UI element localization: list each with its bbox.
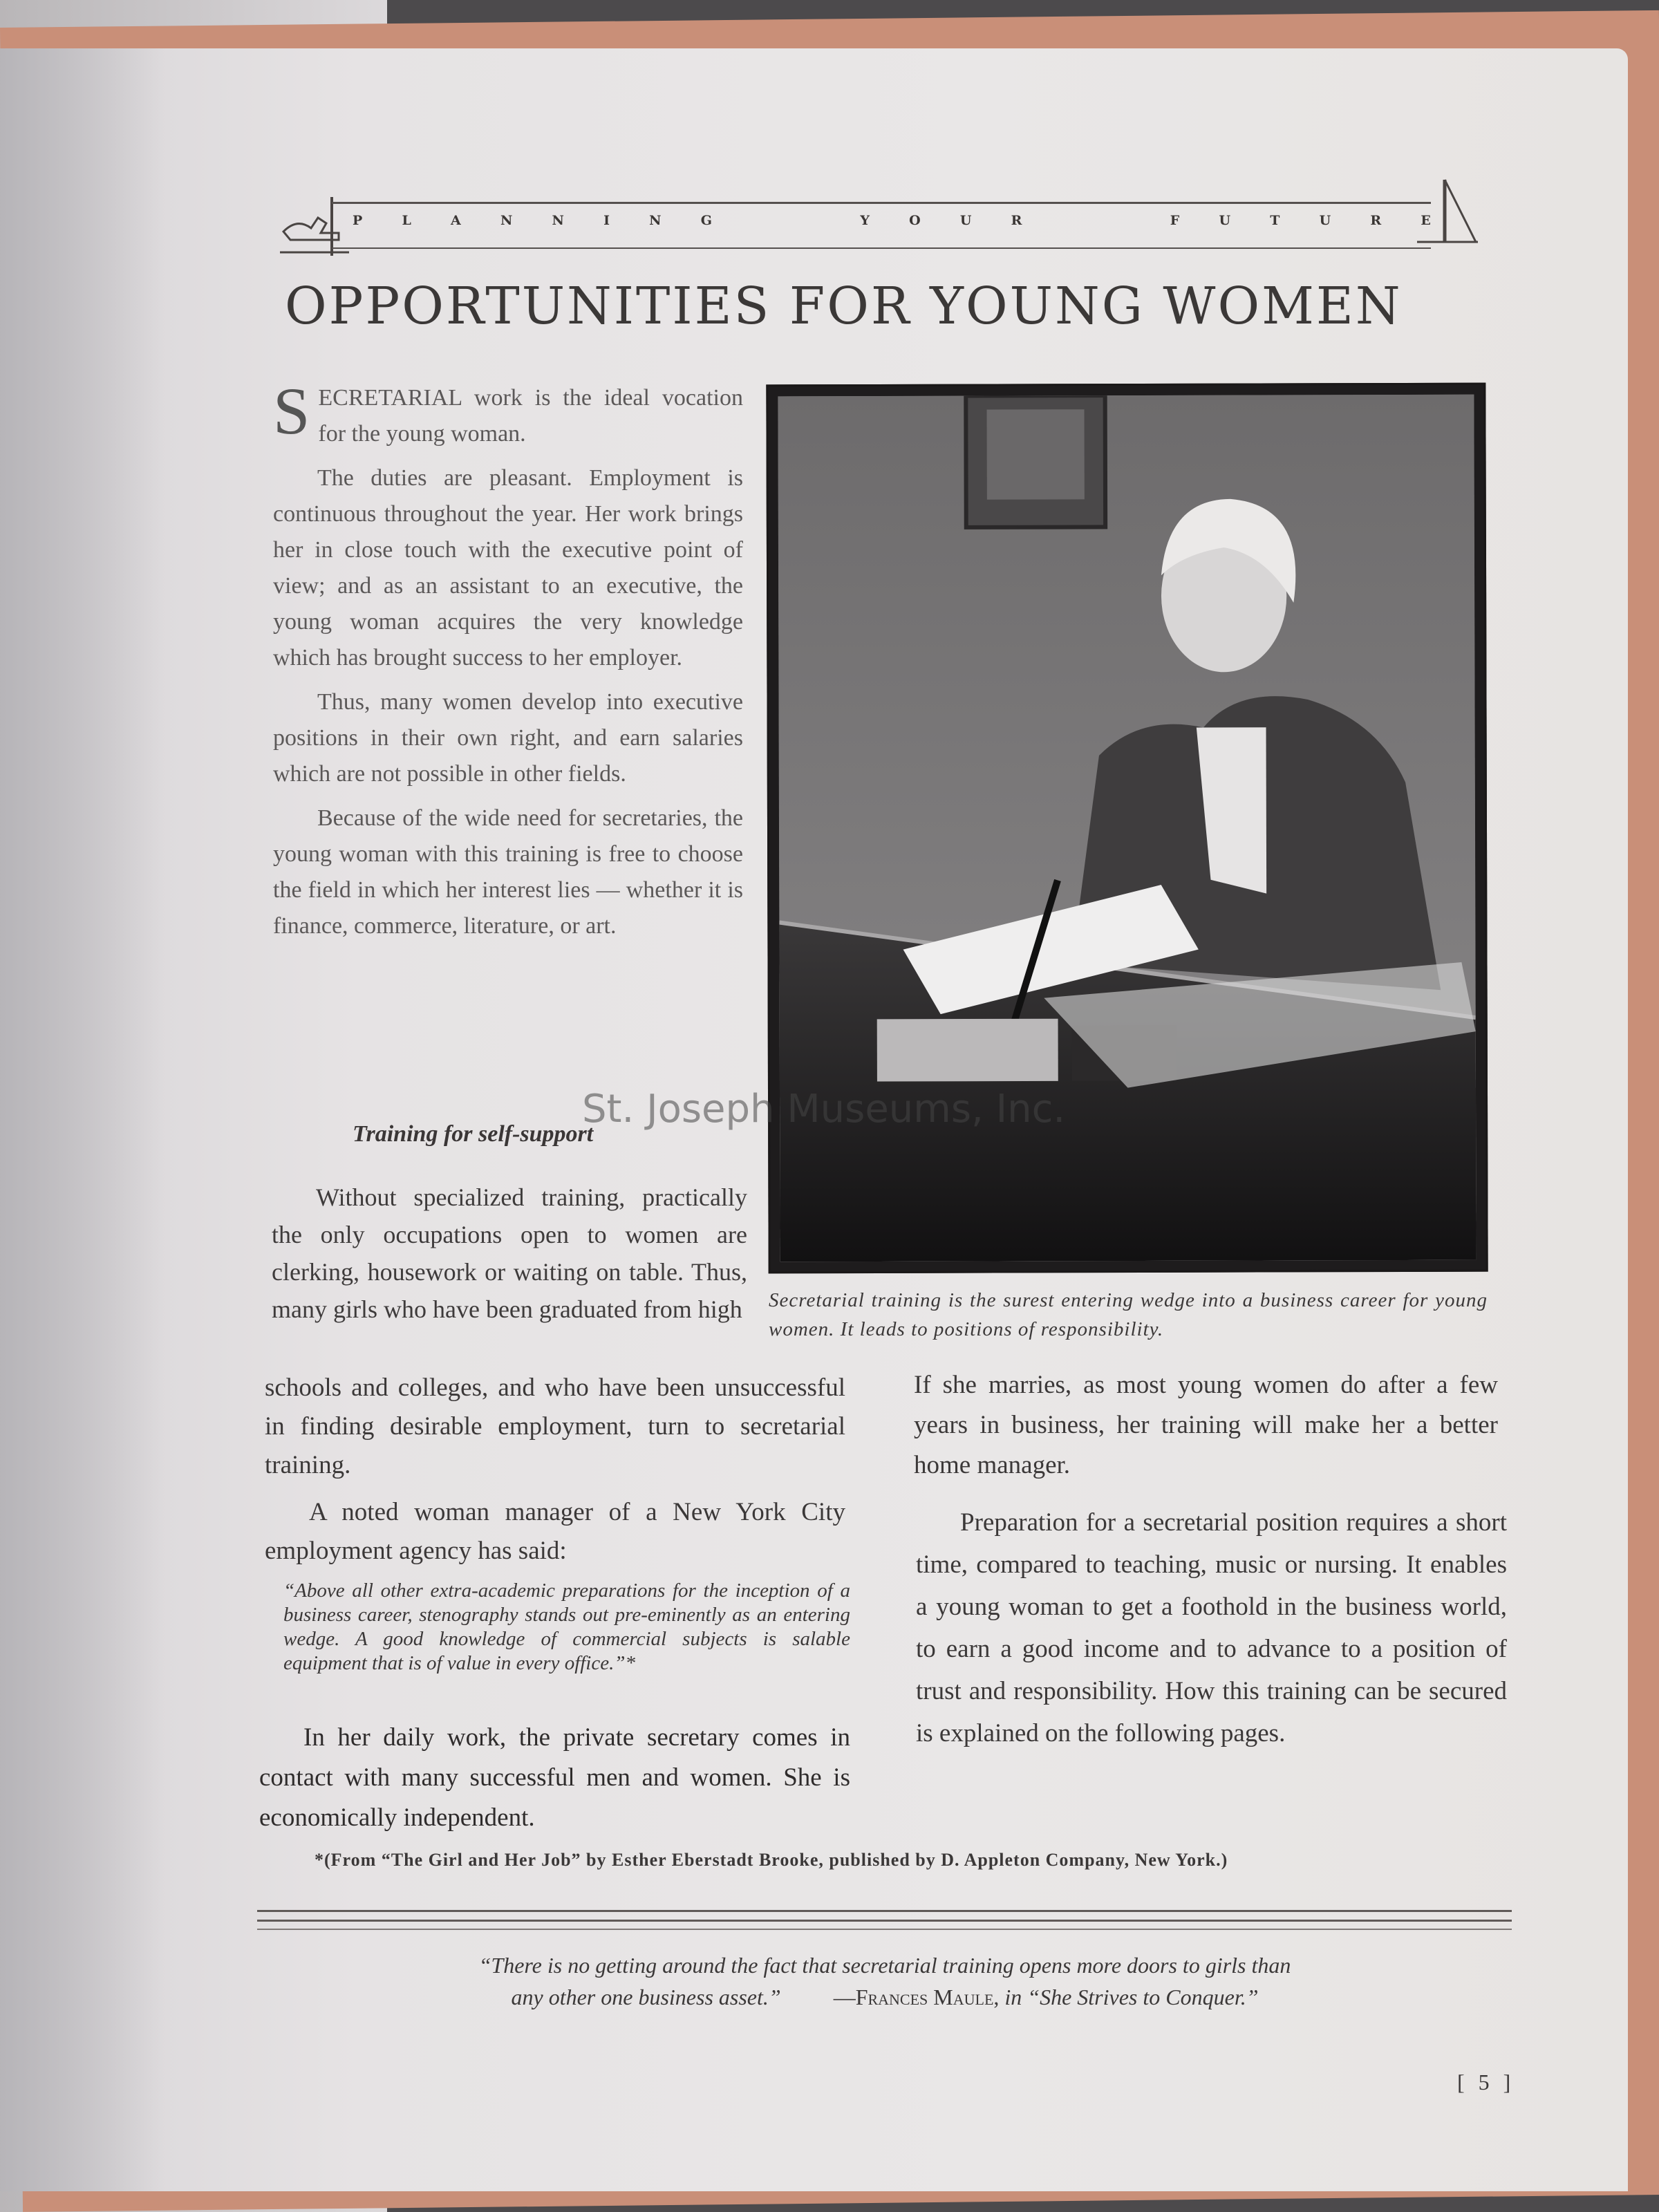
preparation-paragraph	[916, 1501, 1507, 1754]
ribbon-letter: N	[552, 213, 564, 228]
intro-paragraph: Because of the wide need for secretaries, the young woman with this training is free to choose the field in which her interest lies — whether it is finance, commerce, literature, or art.	[273, 805, 743, 939]
ribbon-letter: L	[402, 213, 411, 228]
ribbon-letter: T	[1270, 213, 1280, 228]
page-title: OPPORTUNITIES FOR YOUNG WOMEN	[285, 276, 1403, 336]
ribbon-word-gap	[751, 213, 821, 228]
block-quotation: “Above all other extra-academic preparations for the inception of a business career, stenography stands out pre-eminently as an entering wedge. A good knowledge of commercial subjects is salable equipment that is of value in every office.”*	[283, 1580, 850, 1674]
ribbon-top-rule	[332, 202, 1431, 204]
page-gutter-shadow	[0, 48, 166, 2191]
ribbon-letter: N	[649, 213, 662, 228]
divider-rule	[257, 1920, 1512, 1922]
ribbon-letter: F	[1170, 213, 1180, 228]
ribbon-letter: N	[500, 213, 513, 228]
photo-caption: Secretarial training is the surest entering wedge into a business career for young women. It leads to positions of responsibility.	[769, 1289, 1488, 1340]
pull-quote	[346, 1949, 1424, 2013]
quote-attribution-source: in “She Strives to Conquer.”	[999, 1985, 1259, 2009]
ribbon-letter: U	[1319, 213, 1331, 228]
ribbon-letter: G	[700, 213, 712, 228]
divider-rule	[257, 1929, 1512, 1930]
ribbon-letter: I	[603, 213, 610, 228]
intro-column	[273, 374, 743, 944]
preparation-text: Preparation for a secretarial position requires a short time, compared to teaching, music or nursing. It enables a young woman to get a foothold in the business world, to earn a good income and to advance to a position of trust and responsibility. How this training can be secured is explained on the following pages.	[916, 1508, 1507, 1747]
quote-attribution-name: —Frances Maule,	[833, 1985, 1000, 2009]
ribbon-letter: E	[1421, 213, 1431, 228]
ribbon-word-gap	[1062, 213, 1131, 228]
pull-quote-line: “There is no getting around the fact that secretarial training opens more doors to girls than	[478, 1953, 1291, 1978]
intro-paragraph: The duties are pleasant. Employment is continuous throughout the year. Her work brings her in close touch with the executive point of view; and as an assistant to an executive, the young woman acquires the very knowledge which has brought success to her employer.	[273, 465, 743, 671]
intro-paragraph: Thus, many women develop into executive positions in their own right, and earn salaries which are not possible in other fields.	[273, 689, 743, 787]
footnote: *(From “The Girl and Her Job” by Esther Eberstadt Brooke, published by D. Appleton Company, New York.)	[315, 1850, 1228, 1870]
marriage-paragraph	[914, 1365, 1498, 1485]
photo-illustration	[778, 395, 1476, 1262]
marriage-text: If she marries, as most young women do after a few years in business, her training will make her a better home manager.	[914, 1371, 1498, 1479]
ribbon-letter: R	[1011, 213, 1022, 228]
intro-first-paragraph: ECRETARIAL work is the ideal vocation for the young woman.	[318, 385, 743, 447]
divider-rule	[257, 1910, 1512, 1912]
ribbon-letter: Y	[860, 213, 870, 228]
ribbon-letter: P	[353, 213, 363, 228]
page-number: [ 5 ]	[1457, 2070, 1515, 2094]
ribbon-letter: U	[1219, 213, 1231, 228]
drop-cap: S	[273, 374, 310, 448]
ribbon-letter: O	[909, 213, 921, 228]
ribbon-bottom-rule	[332, 247, 1431, 249]
ribbon-letter: R	[1370, 213, 1382, 228]
training-text: Without specialized training, practically the only occupations open to women are clerking, housework or waiting on table. Thus, many girls who have been graduated from high	[272, 1183, 747, 1323]
daily-work-paragraph	[259, 1718, 850, 1838]
ribbon-letter: A	[451, 213, 461, 228]
ribbon-letter: U	[959, 213, 972, 228]
museum-watermark: St. Joseph Museums, Inc.	[582, 1087, 1066, 1132]
training-column	[265, 1369, 845, 1571]
ribbon-title	[353, 213, 1431, 228]
training-continued: schools and colleges, and who have been unsuccessful in finding desirable employment, turn to secretarial training.	[265, 1374, 845, 1479]
header-ribbon	[276, 181, 1472, 257]
secretary-photograph	[766, 383, 1488, 1274]
daily-work-text: In her daily work, the private secretary comes in contact with many successful men and women. She is economically independent.	[259, 1723, 850, 1832]
noted-manager-paragraph: A noted woman manager of a New York City employment agency has said:	[265, 1498, 845, 1565]
pull-quote-line: any other one business asset.”	[511, 1985, 781, 2009]
section-subheading: Training for self-support	[353, 1121, 594, 1147]
training-paragraph-start	[272, 1179, 747, 1328]
